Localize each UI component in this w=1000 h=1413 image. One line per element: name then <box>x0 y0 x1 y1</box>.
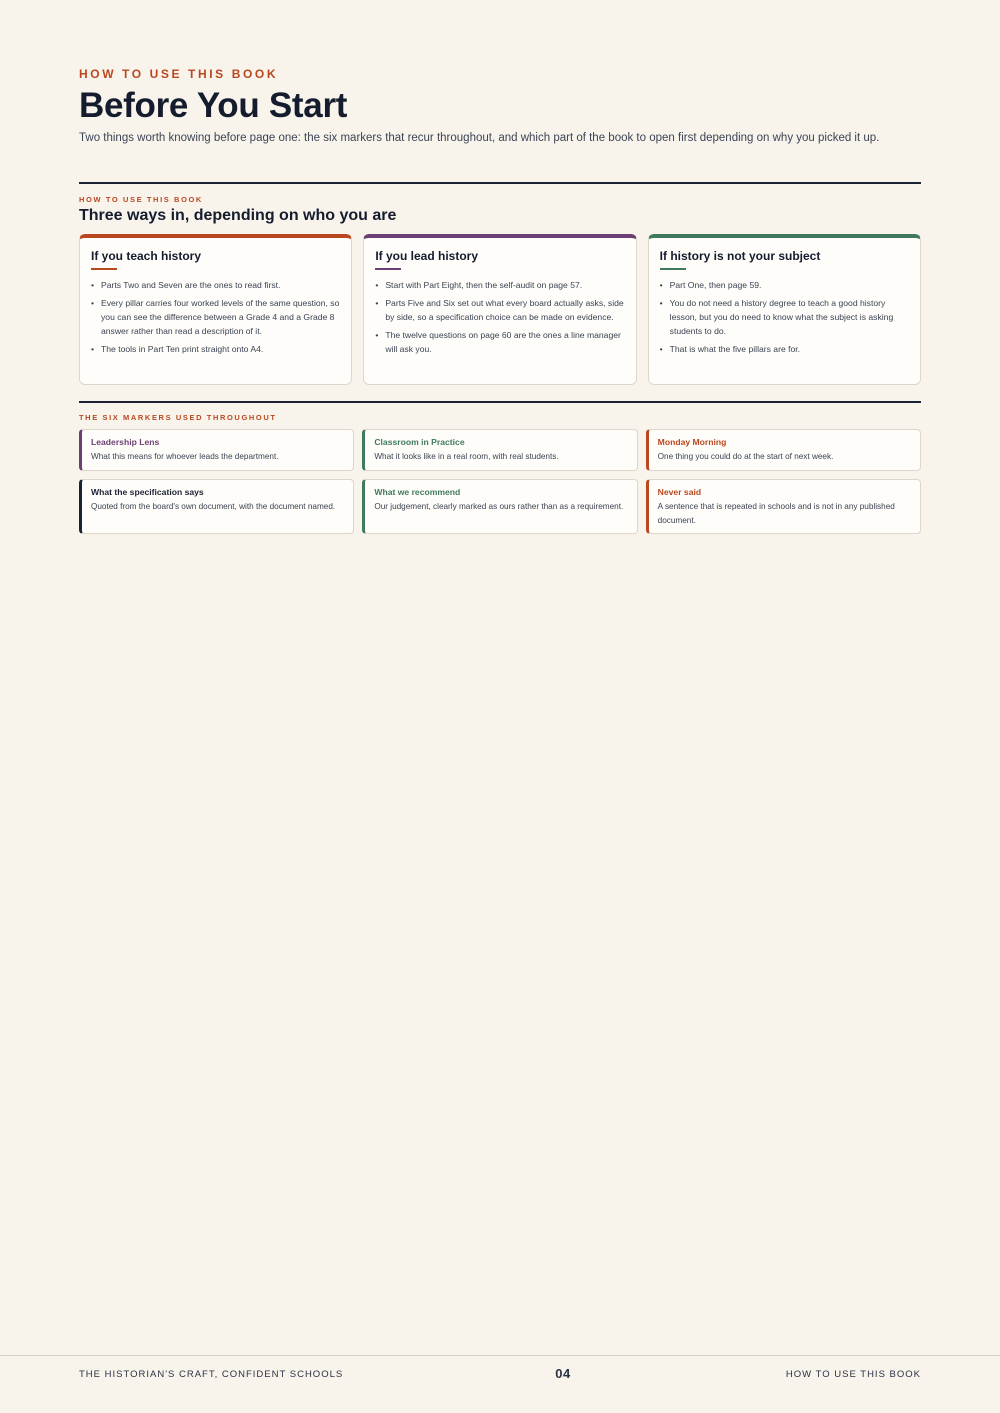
card-accent-line <box>91 268 117 270</box>
marker-leadership-lens <box>79 429 354 471</box>
section-eyebrow: THE SIX MARKERS USED THROUGHOUT <box>79 413 277 422</box>
section-divider <box>79 182 921 184</box>
marker-description: What it looks like in a real room, with real students. <box>374 452 559 461</box>
marker-monday-morning <box>646 429 921 471</box>
page-number: 04 <box>555 1366 571 1381</box>
marker-name: Monday Morning <box>657 437 727 447</box>
section-divider <box>79 401 921 403</box>
card-heading: If history is not your subject <box>659 249 821 263</box>
marker-never-said <box>646 479 921 534</box>
audience-cards <box>79 234 921 385</box>
card-heading: If you teach history <box>91 249 202 263</box>
card-accent-line <box>660 268 686 270</box>
card-accent-line <box>375 268 401 270</box>
footer-book-title: THE HISTORIAN'S CRAFT, CONFIDENT SCHOOLS <box>79 1369 344 1380</box>
page-footer <box>79 1368 921 1382</box>
marker-name: Classroom in Practice <box>374 437 465 447</box>
card-list <box>91 278 340 356</box>
marker-description: Our judgement, clearly marked as ours rather than as a requirement. <box>374 502 624 511</box>
marker-name: Leadership Lens <box>91 437 160 447</box>
footer-divider <box>0 1355 1000 1356</box>
marker-name: What we recommend <box>374 487 461 497</box>
marker-name: Never said <box>657 487 702 497</box>
list-item: • You do not need a history degree to teach a good history lesson, but you do need to know what the subject is asking students to do. <box>660 296 909 338</box>
list-item: • Start with Part Eight, then the self-audit on page 57. <box>375 278 624 292</box>
footer-section-name: HOW TO USE THIS BOOK <box>785 1369 921 1380</box>
card-not-your-subject <box>648 234 921 385</box>
page-intro: Two things worth knowing before page one: the six markers that recur throughout, and which part of the book to open first depending on why you picked it up. <box>79 132 880 144</box>
marker-description: What this means for whoever leads the department. <box>91 452 279 461</box>
marker-description: One thing you could do at the start of next week. <box>657 452 834 461</box>
page-eyebrow: HOW TO USE THIS BOOK <box>79 67 279 81</box>
page-title: Before You Start <box>79 86 348 125</box>
marker-specification-says <box>79 479 354 534</box>
marker-classroom-in-practice <box>362 429 637 471</box>
list-item: • Every pillar carries four worked levels of the same question, so you can see the difference between a Grade 4 and a Grade 8 answer rather than read a description of it. <box>91 296 340 338</box>
list-item: • That is what the five pillars are for. <box>660 342 909 356</box>
list-item: • Parts Two and Seven are the ones to read first. <box>91 278 340 292</box>
marker-description: A sentence that is repeated in schools and is not in any published document. <box>657 502 895 525</box>
markers-grid <box>79 429 921 534</box>
section-eyebrow: HOW TO USE THIS BOOK <box>79 195 203 204</box>
marker-name: What the specification says <box>91 487 204 497</box>
section-title: Three ways in, depending on who you are <box>79 207 397 224</box>
list-item: • The tools in Part Ten print straight onto A4. <box>91 342 340 356</box>
card-list <box>660 278 909 356</box>
marker-we-recommend <box>362 479 637 534</box>
card-lead-history <box>363 234 636 385</box>
list-item: • Parts Five and Six set out what every board actually asks, side by side, so a specification choice can be made on evidence. <box>375 296 624 324</box>
card-list <box>375 278 624 356</box>
list-item: • The twelve questions on page 60 are the ones a line manager will ask you. <box>375 328 624 356</box>
card-teach-history <box>79 234 352 385</box>
marker-description: Quoted from the board's own document, with the document named. <box>91 502 336 511</box>
list-item: • Part One, then page 59. <box>660 278 909 292</box>
card-heading: If you lead history <box>375 249 479 263</box>
